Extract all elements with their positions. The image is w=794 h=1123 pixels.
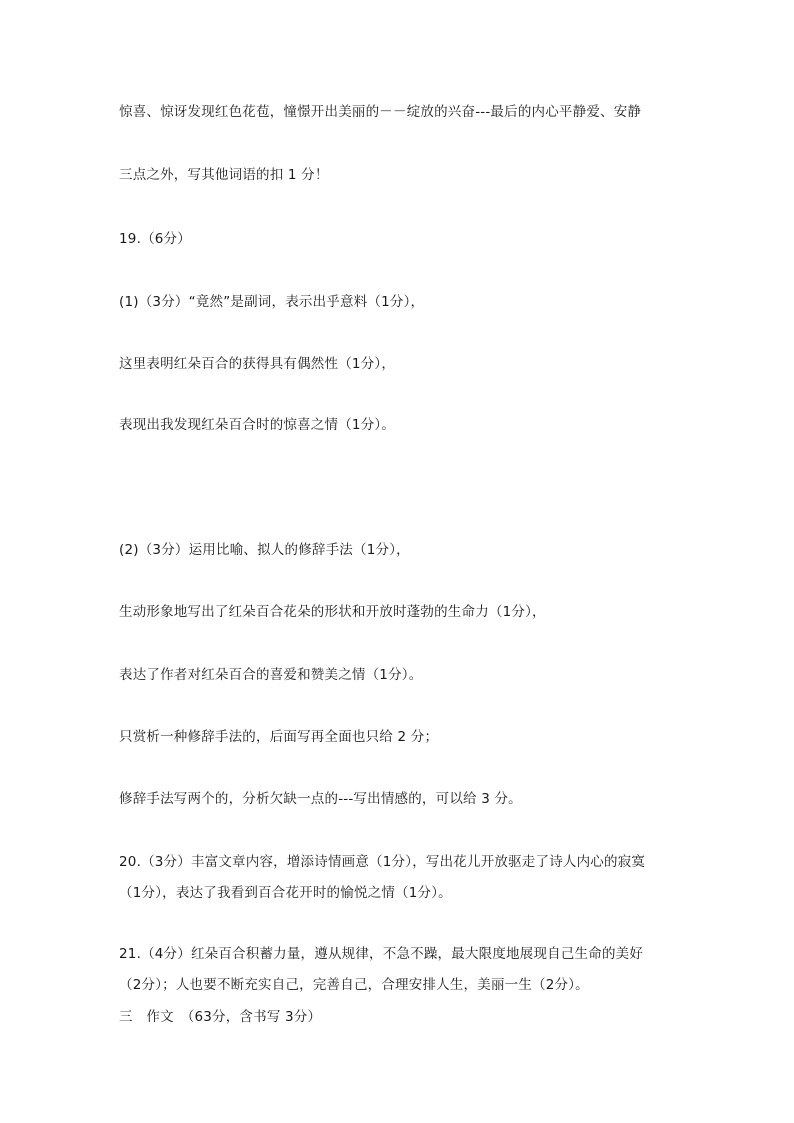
text-line-2: 三点之外，写其他词语的扣 1 分！ bbox=[119, 167, 329, 183]
answer-19-2-line-3: 表达了作者对红朵百合的喜爱和赞美之情（1分）。 bbox=[119, 667, 423, 683]
scoring-note-1: 只赏析一种修辞手法的，后面写再全面也只给 2 分； bbox=[119, 729, 439, 745]
section-three-heading: 三 作文 （63分，含书写 3分） bbox=[119, 1009, 322, 1025]
question-19-heading: 19.（6分） bbox=[119, 231, 191, 247]
answer-19-2-line-1: (2)（3分）运用比喻、拟人的修辞手法（1分）， bbox=[119, 542, 410, 558]
text-line-1: 惊喜、惊讶发现红色花苞，憧憬开出美丽的－－绽放的兴奋---最后的内心平静爱、安静 bbox=[119, 104, 642, 120]
answer-19-1-line-1: (1)（3分）“竟然”是副词，表示出乎意料（1分）， bbox=[119, 294, 425, 310]
answer-20-line-2: （1分），表达了我看到百合花开时的愉悦之情（1分）。 bbox=[119, 885, 452, 901]
answer-20-line-1: 20.（3分）丰富文章内容，增添诗情画意（1分），写出花儿开放驱走了诗人内心的寂寞 bbox=[119, 854, 646, 870]
answer-19-1-line-3: 表现出我发现红朵百合时的惊喜之情（1分）。 bbox=[119, 417, 396, 433]
answer-21-line-2: （2分）；人也要不断充实自己，完善自己，合理安排人生，美丽一生（2分）。 bbox=[119, 977, 589, 993]
scoring-note-2: 修辞手法写两个的，分析欠缺一点的---写出情感的，可以给 3 分。 bbox=[119, 791, 522, 807]
answer-21-line-1: 21.（4分）红朵百合积蓄力量，遵从规律，不急不躁，最大限度地展现自己生命的美好 bbox=[119, 946, 644, 962]
answer-19-1-line-2: 这里表明红朵百合的获得具有偶然性（1分）， bbox=[119, 356, 396, 372]
answer-19-2-line-2: 生动形象地写出了红朵百合花朵的形状和开放时蓬勃的生命力（1分）， bbox=[119, 604, 546, 620]
